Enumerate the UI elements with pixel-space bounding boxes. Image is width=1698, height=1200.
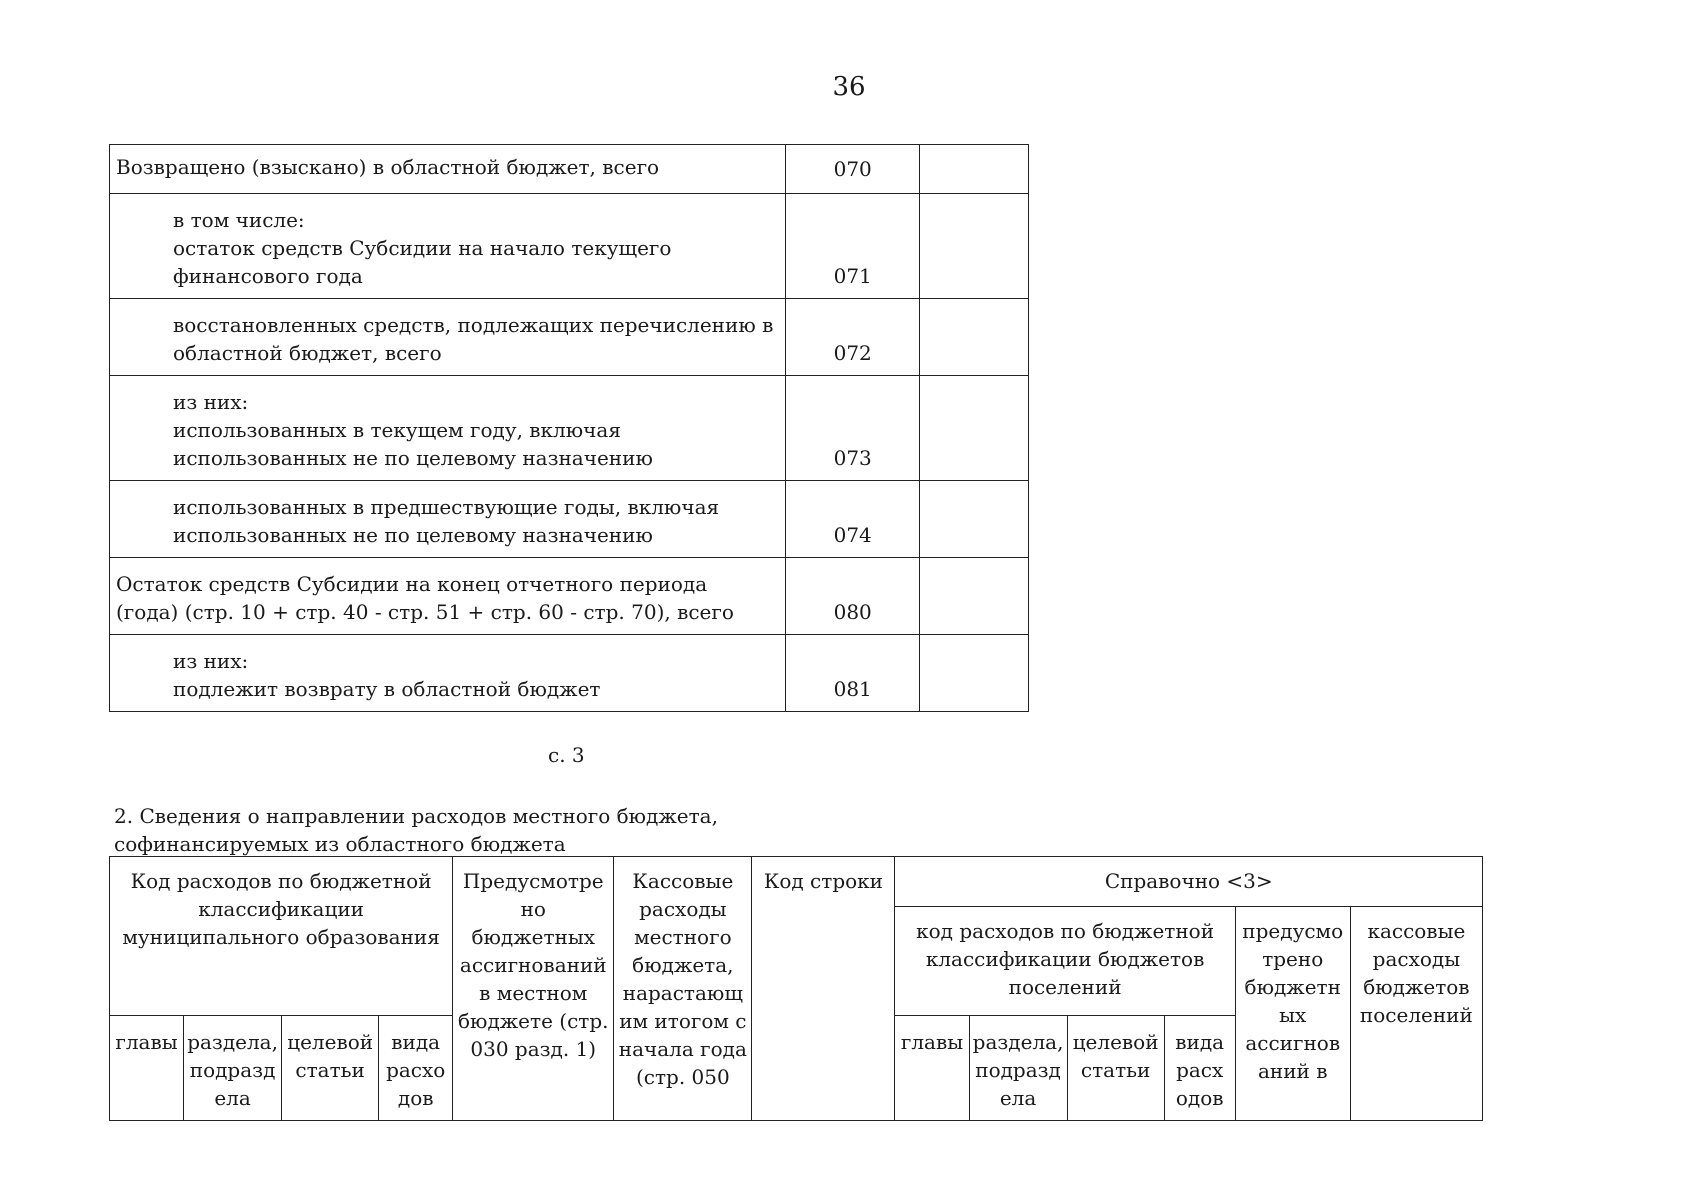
header-line: 030 разд. 1) (470, 1037, 597, 1061)
row-label-line: использованных в текущем году, включая (173, 418, 621, 442)
header-line: код расходов по бюджетной (916, 919, 1215, 943)
header-cash-settlements (1350, 907, 1482, 1121)
header-planned-settlements (1235, 907, 1350, 1121)
header-line: вида (1175, 1030, 1225, 1054)
table-row (110, 376, 1029, 481)
header-line: главы (115, 1030, 178, 1054)
header-line: Предусмотре (462, 869, 604, 893)
row-label-line: восстановленных средств, подлежащих перечислению в (173, 313, 774, 337)
subsidy-balance-table (109, 144, 1029, 712)
value-cell (919, 299, 1028, 376)
subheader-settlements-target-article (1067, 1016, 1164, 1121)
value-cell (919, 376, 1028, 481)
page-reference: с. 3 (548, 743, 585, 767)
subheader-settlements-expense-type (1164, 1016, 1235, 1121)
header-line: классификации (198, 897, 364, 921)
header-line: кассовые (1367, 919, 1466, 943)
row-label (110, 145, 786, 194)
table-row (110, 558, 1029, 635)
value-cell (919, 145, 1028, 194)
header-code-municipal (110, 857, 453, 1016)
table-row (110, 481, 1029, 558)
header-line: расходы (639, 897, 727, 921)
row-label (110, 635, 786, 712)
header-line: ых (1279, 1003, 1307, 1027)
header-line: бюджетов (1363, 975, 1470, 999)
header-line: целевой (287, 1030, 374, 1054)
header-line: бюджетн (1244, 975, 1341, 999)
row-code: 074 (786, 481, 920, 558)
subheader-municipal-target-article (282, 1016, 379, 1121)
header-line: начала года (618, 1037, 747, 1061)
header-line: расх (1176, 1058, 1224, 1082)
header-line: ассигнов (1245, 1031, 1341, 1055)
value-cell (919, 194, 1028, 299)
header-line: нарастающ (622, 981, 743, 1005)
table-row (110, 145, 1029, 194)
caption-line: 2. Сведения о направлении расходов местного бюджета, (114, 804, 718, 828)
row-label (110, 299, 786, 376)
value-cell (919, 481, 1028, 558)
row-label (110, 376, 786, 481)
header-line: одов (1175, 1086, 1224, 1110)
row-label-line: областной бюджет, всего (173, 341, 442, 365)
row-label-line: остаток средств Субсидии на начало текущего (173, 236, 672, 260)
header-line: (стр. 050 (635, 1065, 730, 1089)
subheader-municipal-chapter (110, 1016, 184, 1121)
header-planned-allocations (453, 857, 614, 1121)
header-line: поселений (1008, 975, 1122, 999)
value-cell (919, 635, 1028, 712)
header-line: Кассовые (632, 869, 734, 893)
header-row-code (752, 857, 895, 1121)
header-line: подразд (975, 1058, 1061, 1082)
row-code: 073 (786, 376, 920, 481)
header-line: дов (397, 1086, 434, 1110)
header-reference (895, 857, 1483, 907)
table-row (110, 299, 1029, 376)
header-line: муниципального образования (122, 925, 440, 949)
header-line: ела (999, 1086, 1037, 1110)
header-line: Справочно <3> (1104, 869, 1273, 893)
header-cash-expenses (614, 857, 752, 1121)
header-line: главы (900, 1030, 964, 1054)
row-label (110, 194, 786, 299)
row-label-line: использованных в предшествующие годы, включая (173, 495, 720, 519)
row-label-line: Возвращено (взыскано) в областной бюджет, всего (116, 155, 660, 179)
subheader-municipal-expense-type (379, 1016, 453, 1121)
section-2-caption (114, 802, 718, 858)
header-line: расхо (386, 1058, 446, 1082)
subheader-municipal-section (184, 1016, 282, 1121)
row-code: 072 (786, 299, 920, 376)
row-label-line: в том числе: (173, 208, 305, 232)
table-row (110, 194, 1029, 299)
row-label-line: использованных не по целевому назначению (173, 446, 653, 470)
header-line: раздела, (972, 1030, 1064, 1054)
row-label-line: финансового года (173, 264, 363, 288)
header-line: классификации бюджетов (925, 947, 1205, 971)
table-row (110, 635, 1029, 712)
header-line: предусмо (1242, 919, 1344, 943)
header-line: ела (214, 1086, 251, 1110)
header-line: в местном (479, 981, 588, 1005)
header-line: аний в (1257, 1059, 1328, 1083)
row-label-line: подлежит возврату в областной бюджет (173, 677, 601, 701)
header-line: поселений (1359, 1003, 1473, 1027)
header-line: Код расходов по бюджетной (130, 869, 432, 893)
page-number: 36 (832, 72, 866, 102)
header-line: раздела, (187, 1030, 278, 1054)
header-line: бюджете (стр. (458, 1009, 609, 1033)
row-code: 081 (786, 635, 920, 712)
header-line: целевой (1072, 1030, 1159, 1054)
header-line: подразд (189, 1058, 276, 1082)
row-label (110, 481, 786, 558)
header-line: им итогом с (619, 1009, 747, 1033)
header-line: бюджетных (471, 925, 596, 949)
row-label (110, 558, 786, 635)
header-line: бюджета, (632, 953, 734, 977)
expenditure-table (109, 856, 1483, 1121)
caption-line: софинансируемых из областного бюджета (114, 832, 566, 856)
header-code-settlements (895, 907, 1235, 1016)
header-line: местного (634, 925, 732, 949)
header-line: ассигнований (459, 953, 607, 977)
row-code: 080 (786, 558, 920, 635)
row-label-line: из них: (173, 390, 249, 414)
row-label-line: использованных не по целевому назначению (173, 523, 653, 547)
header-line: Код строки (763, 869, 883, 893)
row-label-line: (года) (стр. 10 + стр. 40 - стр. 51 + стр. 60 - стр. 70), всего (116, 600, 734, 624)
header-line: но (520, 897, 546, 921)
subheader-settlements-chapter (895, 1016, 969, 1121)
row-code: 070 (786, 145, 920, 194)
row-label-line: Остаток средств Субсидии на конец отчетного периода (116, 572, 708, 596)
row-label-line: из них: (173, 649, 249, 673)
subheader-settlements-section (969, 1016, 1067, 1121)
header-line: статьи (1080, 1058, 1151, 1082)
header-line: расходы (1372, 947, 1461, 971)
row-code: 071 (786, 194, 920, 299)
header-line: трено (1262, 947, 1324, 971)
header-line: статьи (295, 1058, 365, 1082)
value-cell (919, 558, 1028, 635)
header-line: вида (391, 1030, 441, 1054)
